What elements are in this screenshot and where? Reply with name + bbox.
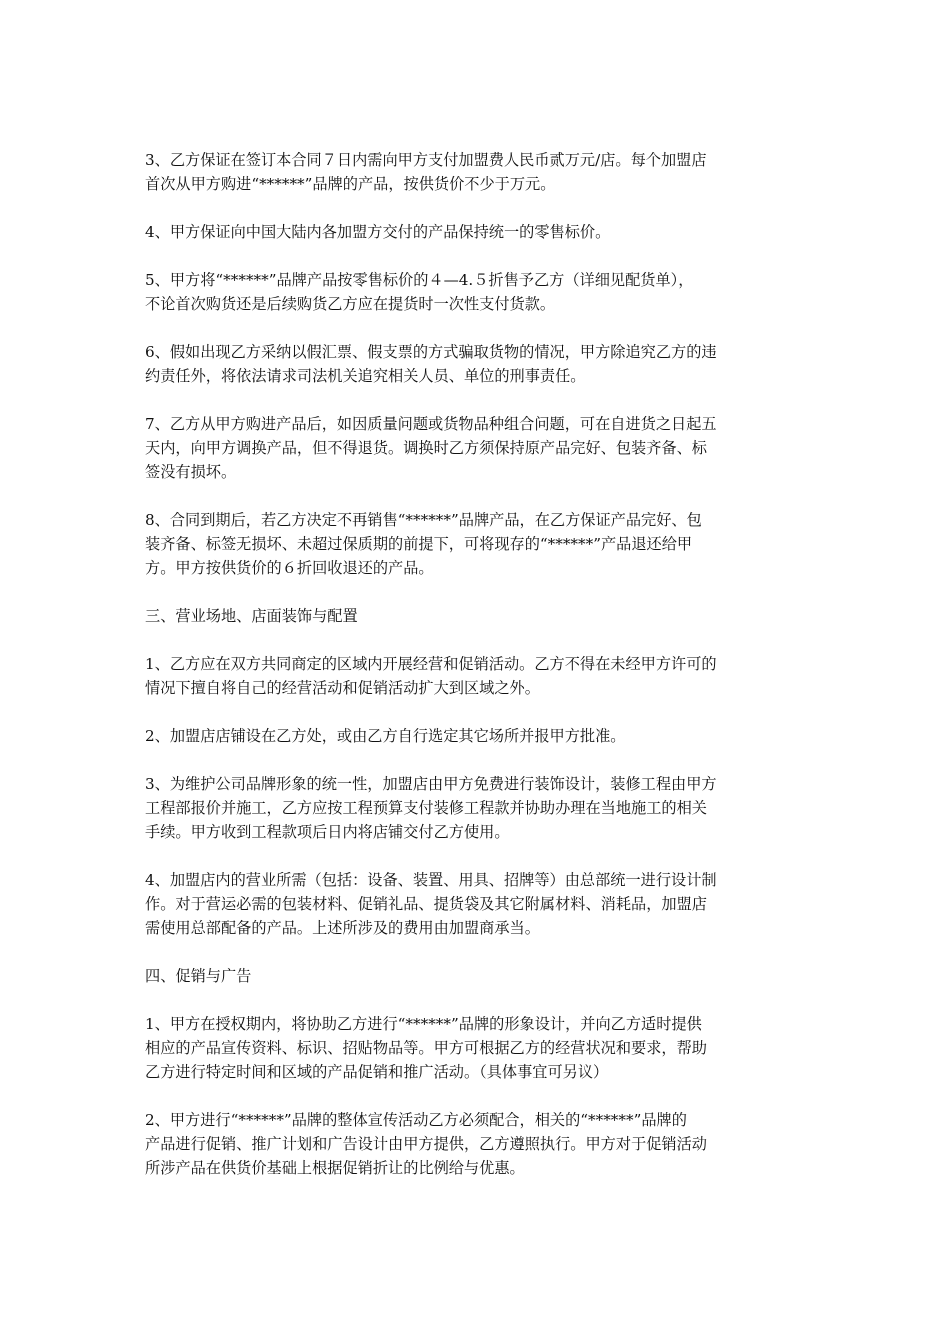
document-body	[145, 148, 815, 1204]
clause-6-fraud: 6、假如出现乙方采纳以假汇票、假支票的方式骗取货物的情况，甲方除追究乙方的违 约责任外，将依法请求司法机关追究相关人员、单位的刑事责任。	[145, 343, 717, 385]
promotion-clause-1: 1、甲方在授权期内，将协助乙方进行“******”品牌的形象设计，并向乙方适时提供 相应的产品宣传资料、标识、招贴物品等。甲方可根据乙方的经营状况和要求，帮助 乙方进行特定时间和区域的产品促销和推广活动。（具体事宜可另议）	[145, 1015, 707, 1081]
promotion-clause-2: 2、甲方进行“******”品牌的整体宣传活动乙方必须配合，相关的“******”品牌的 产品进行促销、推广计划和广告设计由甲方提供，乙方遵照执行。甲方对于促销活动 所涉产品在供货价基础上根据促销折让的比例给与优惠。	[145, 1111, 707, 1177]
premises-clause-4: 4、加盟店内的营业所需（包括：设备、装置、用具、招牌等）由总部统一进行设计制 作。对于营运必需的包装材料、促销礼品、提货袋及其它附属材料、消耗品，加盟店 需使用总部配备的产品。上述所涉及的费用由加盟商承当。	[145, 871, 717, 937]
premises-clause-3: 3、为维护公司品牌形象的统一性，加盟店由甲方免费进行装饰设计，装修工程由甲方 工程部报价并施工，乙方应按工程预算支付装修工程款并协助办理在当地施工的相关 手续。甲方收到工程款项后日内将店铺交付乙方使用。	[145, 775, 717, 841]
clause-5-discount: 5、甲方将“******”品牌产品按零售标价的４—4.５折售予乙方（详细见配货单）， 不论首次购货还是后续购货乙方应在提货时一次性支付货款。	[145, 271, 694, 313]
clause-3-payment: 3、乙方保证在签订本合同７日内需向甲方支付加盟费人民币贰万元/店。每个加盟店 首次从甲方购进“******”品牌的产品，按供货价不少于万元。	[145, 151, 707, 193]
section-heading-premises: 三、营业场地、店面装饰与配置	[145, 607, 358, 625]
section-heading-promotion: 四、促销与广告	[145, 967, 252, 985]
clause-7-exchange: 7、乙方从甲方购进产品后，如因质量问题或货物品种组合问题，可在自进货之日起五 天内，向甲方调换产品，但不得退货。调换时乙方须保持原产品完好、包装齐备、标 签没有损坏。	[145, 415, 717, 481]
premises-clause-2: 2、加盟店店铺设在乙方处，或由乙方自行选定其它场所并报甲方批准。	[145, 727, 626, 745]
clause-4-retail-price: 4、甲方保证向中国大陆内各加盟方交付的产品保持统一的零售标价。	[145, 223, 611, 241]
clause-8-expiry-return: 8、合同到期后，若乙方决定不再销售“******”品牌产品，在乙方保证产品完好、包 装齐备、标签无损坏、未超过保质期的前提下，可将现存的“******”产品退还给甲 方。甲方按供货价的６折回收退还的产品。	[145, 511, 702, 577]
premises-clause-1: 1、乙方应在双方共同商定的区域内开展经营和促销活动。乙方不得在未经甲方许可的 情况下擅自将自己的经营活动和促销活动扩大到区域之外。	[145, 655, 717, 697]
